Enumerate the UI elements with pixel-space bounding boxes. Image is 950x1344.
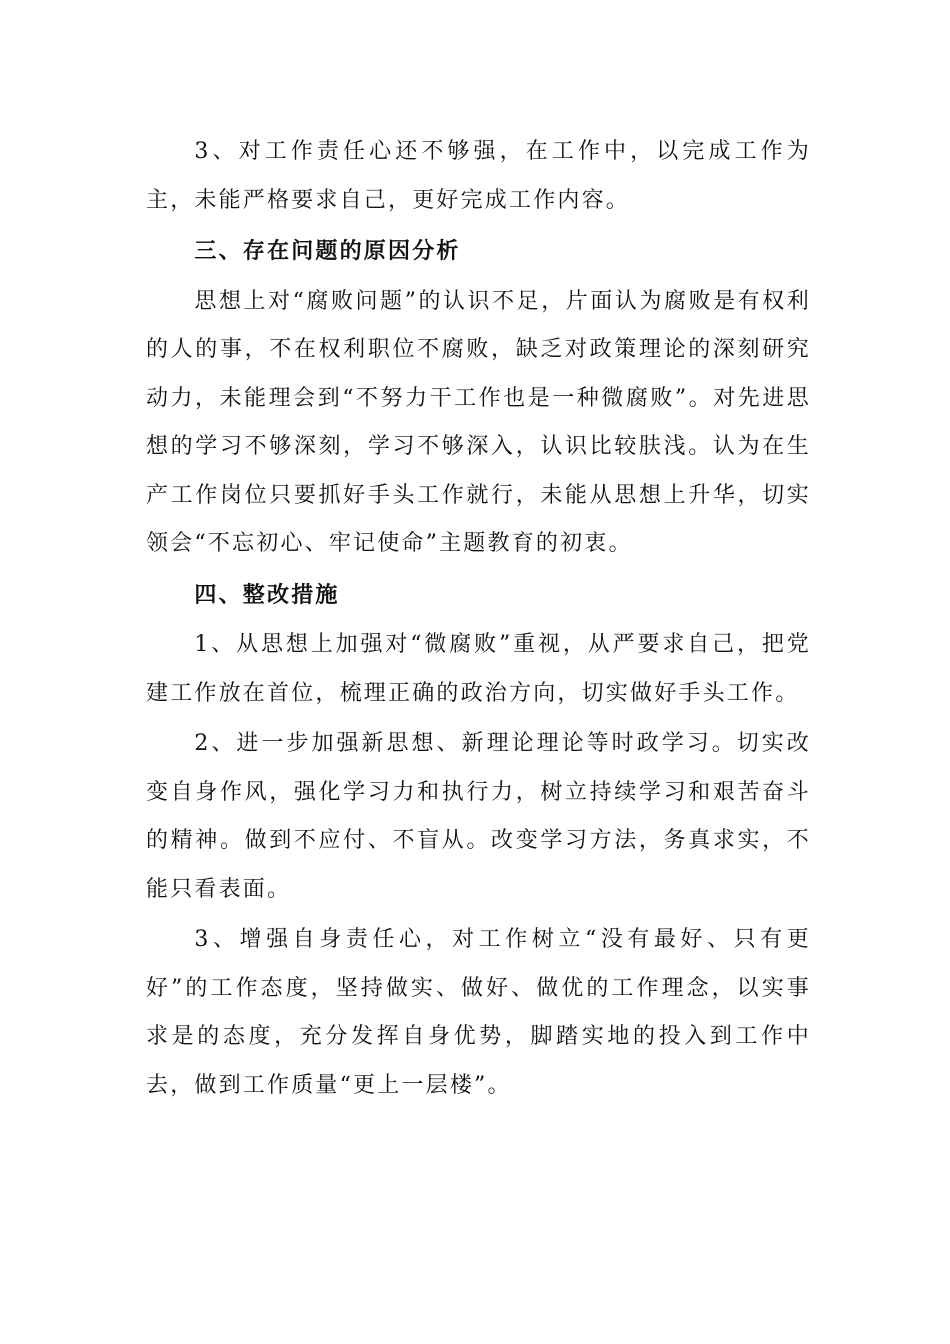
- section-heading-cause-analysis: 三、存在问题的原因分析: [194, 238, 461, 264]
- document-body: [146, 128, 811, 1110]
- paragraph-measure-1: 1、从思想上加强对“微腐败”重视，从严要求自己，把党建工作放在首位，梳理正确的政治方向，切实做好手头工作。: [146, 632, 811, 706]
- paragraph-responsibility: 3、对工作责任心还不够强，在工作中，以完成工作为主，未能严格要求自己，更好完成工作内容。: [146, 139, 811, 213]
- section-heading-rectification: 四、整改措施: [194, 581, 340, 608]
- paragraph-cause-analysis: 思想上对“腐败问题”的认识不足，片面认为腐败是有权利的人的事，不在权利职位不腐败，缺乏对政策理论的深刻研究动力，未能理会到“不努力干工作也是一种微腐败”。对先进思想的学习不够深刻，学习不够深入，认识比较肤浅。认为在生产工作岗位只要抓好手头工作就行，未能从思想上升华，切实领会“不忘初心、牢记使命”主题教育的初衷。: [146, 288, 811, 556]
- paragraph-measure-2: 2、进一步加强新思想、新理论理论等时政学习。切实改变自身作风，强化学习力和执行力，树立持续学习和艰苦奋斗的精神。做到不应付、不盲从。改变学习方法，务真求实，不能只看表面。: [146, 731, 811, 902]
- paragraph-measure-3: 3、增强自身责任心，对工作树立“没有最好、只有更好”的工作态度，坚持做实、做好、做优的工作理念，以实事求是的态度，充分发挥自身优势，脚踏实地的投入到工作中去，做到工作质量“更上一层楼”。: [146, 927, 811, 1098]
